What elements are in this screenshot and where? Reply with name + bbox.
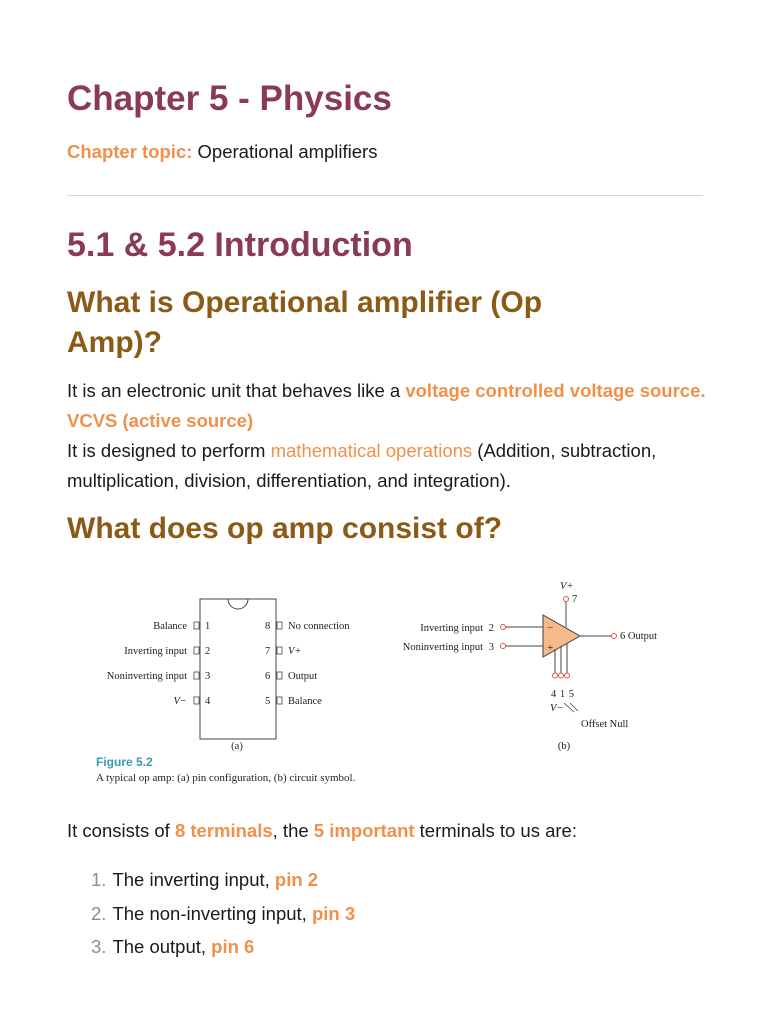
- pin-box: [194, 697, 199, 704]
- list-item: [91, 900, 355, 934]
- list-text: The inverting input,: [112, 869, 275, 890]
- right-pin-label: Balance: [288, 696, 322, 707]
- pin-box: [277, 672, 282, 679]
- left-pin-number: 1: [205, 621, 211, 632]
- pin-highlight: pin 6: [211, 936, 255, 957]
- list-number: 2.: [91, 902, 107, 924]
- chapter-topic: [67, 141, 377, 163]
- bottom-pins-label: 4 1 5: [551, 689, 575, 700]
- p2-highlight: mathematical operations: [270, 440, 473, 461]
- p1-text: It is an electronic unit that behaves like a: [67, 380, 406, 401]
- pin-box: [277, 647, 282, 654]
- p2-text-after: (Addition, subtraction, multiplication, division, differentiation, and integration).: [67, 440, 657, 491]
- terminals-sentence: [67, 820, 577, 842]
- section-heading: 5.1 & 5.2 Introduction: [67, 226, 413, 264]
- terminal-pin1: [559, 673, 564, 678]
- list-text: The non-inverting input,: [112, 902, 312, 924]
- pin-configuration-diagram: [107, 599, 350, 752]
- pin-box: [277, 622, 282, 629]
- noninverting-input-label: Noninverting input: [402, 642, 483, 653]
- right-pin-number: 7: [265, 646, 271, 657]
- left-pin-number: 3: [205, 671, 211, 682]
- vminus-label: V−: [550, 703, 564, 714]
- divider: [67, 195, 703, 196]
- pin-box: [277, 697, 282, 704]
- right-pin-number: 8: [265, 621, 271, 632]
- left-pin-label: Noninverting input: [106, 671, 187, 682]
- right-pin-label: No connection: [288, 621, 350, 632]
- ic-notch: [228, 599, 248, 609]
- right-pin-number: 6: [265, 671, 271, 682]
- left-pin-label: Balance: [153, 621, 187, 632]
- terminal-pin6: [612, 634, 617, 639]
- left-pin-label: V−: [173, 696, 187, 707]
- question-heading-2: What does op amp consist of?: [67, 512, 503, 545]
- caption-b: (b): [557, 741, 571, 752]
- vplus-label: V+: [560, 581, 574, 592]
- page-title: Chapter 5 - Physics: [67, 79, 392, 118]
- left-pin-label: Inverting input: [124, 646, 187, 657]
- terminals-text: , the: [272, 820, 314, 841]
- right-pin-label: V+: [288, 646, 302, 657]
- question-heading-1: What is Operational amplifier (Op Amp)?: [67, 286, 543, 359]
- pin-highlight: pin 3: [311, 902, 356, 924]
- inverting-input-num: 2: [488, 623, 494, 634]
- left-pin-number: 4: [205, 696, 211, 707]
- output-label: 6 Output: [620, 631, 658, 642]
- pin-box: [194, 672, 199, 679]
- ic-package: [200, 599, 276, 739]
- pin-highlight: pin 2: [274, 869, 319, 890]
- figure-caption: A typical op amp: (a) pin configuration, (b) circuit symbol.: [96, 772, 356, 784]
- pin7-label: 7: [572, 594, 578, 605]
- terminals-list: [91, 866, 355, 967]
- terminal-pin7: [564, 597, 569, 602]
- terminal-pin2: [501, 625, 506, 630]
- list-text: The output,: [112, 936, 212, 957]
- topic-value: Operational amplifiers: [192, 141, 378, 162]
- terminal-pin3: [501, 644, 506, 649]
- right-pin-label: Output: [288, 671, 318, 682]
- definition-paragraph: [67, 376, 707, 436]
- p1-highlight: voltage controlled voltage source. VCVS (active source): [67, 380, 706, 431]
- terminals-text: terminals to us are:: [414, 820, 577, 841]
- noninverting-input-num: 3: [488, 642, 494, 653]
- op-amp-figure: [94, 575, 744, 790]
- offset-null-label: Offset Null: [581, 719, 629, 730]
- purpose-paragraph: [67, 436, 707, 496]
- topic-label: Chapter topic:: [67, 141, 193, 162]
- inverting-input-label: Inverting input: [420, 623, 483, 634]
- list-number: 3.: [91, 936, 107, 957]
- list-number: 1.: [91, 869, 107, 890]
- p2-text: It is designed to perform: [67, 440, 271, 461]
- list-item: [91, 866, 355, 900]
- circuit-symbol-diagram: [403, 581, 657, 752]
- figure-label: Figure 5.2: [96, 755, 153, 769]
- minus-sign: −: [547, 622, 554, 634]
- terminals-text: It consists of: [67, 820, 175, 841]
- terminals-highlight: 8 terminals: [174, 820, 273, 841]
- caption-a: (a): [231, 741, 243, 752]
- plus-sign: +: [547, 642, 554, 654]
- terminal-pin5: [565, 673, 570, 678]
- important-highlight: 5 important: [313, 820, 415, 841]
- pin-box: [194, 622, 199, 629]
- terminal-pin4: [553, 673, 558, 678]
- right-pin-number: 5: [265, 696, 271, 707]
- list-item: [91, 933, 355, 967]
- pin-box: [194, 647, 199, 654]
- offset-arrow: [564, 703, 574, 712]
- left-pin-number: 2: [205, 646, 211, 657]
